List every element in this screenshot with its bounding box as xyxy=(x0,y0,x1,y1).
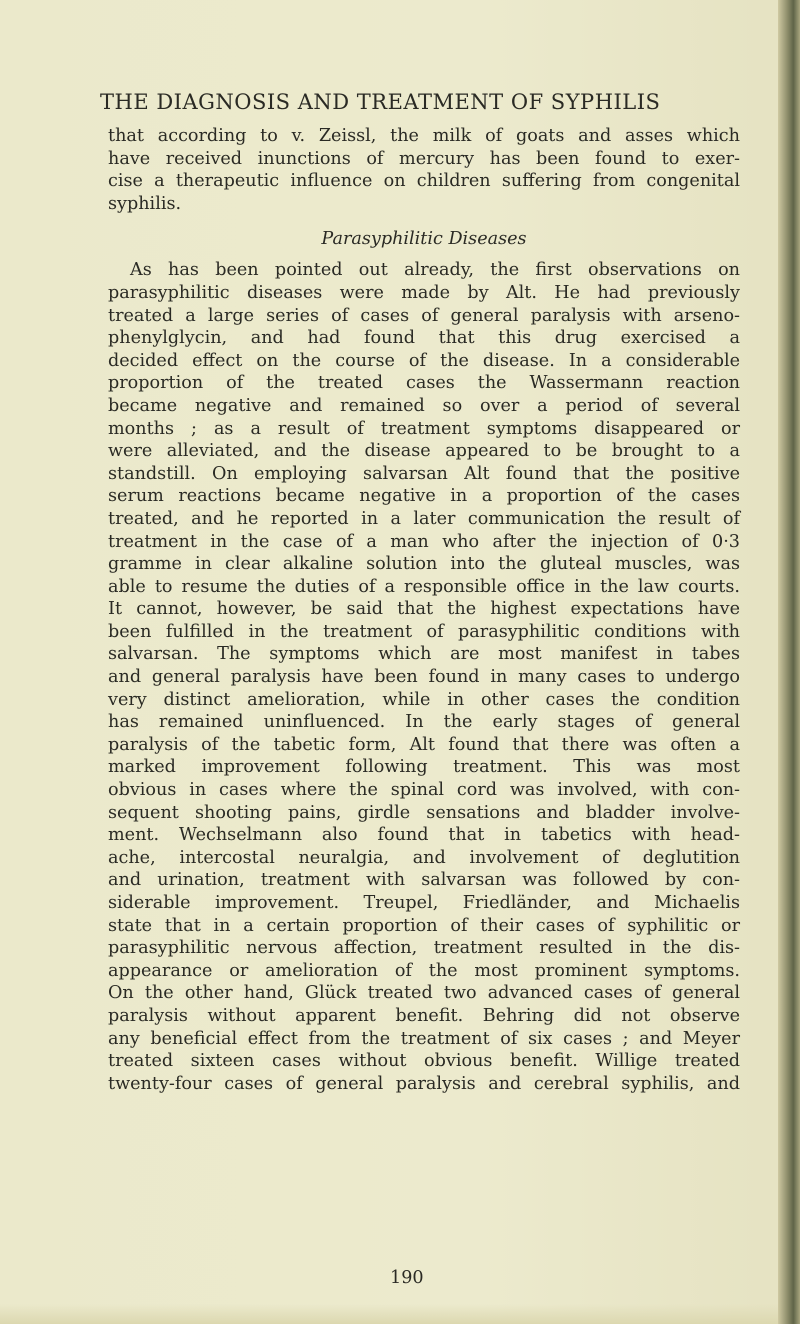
text-line: treated a large series of cases of general paralysis with arseno- xyxy=(108,305,740,326)
text-line: standstill. On employing salvarsan Alt found that the positive xyxy=(108,463,740,484)
text-line: been fulfilled in the treatment of parasyphilitic conditions with xyxy=(108,621,740,642)
text-line: It cannot, however, be said that the highest expectations have xyxy=(108,599,740,620)
page-number: 190 xyxy=(390,1268,424,1288)
text-line: and general paralysis have been found in many cases to undergo xyxy=(108,667,740,688)
text-line: obvious in cases where the spinal cord was involved, with con- xyxy=(108,780,740,801)
text-line: sequent shooting pains, girdle sensations and bladder involve- xyxy=(108,802,740,823)
text-line: On the other hand, Glück treated two advanced cases of general xyxy=(108,983,740,1004)
text-line: decided effect on the course of the disease. In a considerable xyxy=(108,350,740,371)
text-line: months ; as a result of treatment symptoms disappeared or xyxy=(108,418,740,439)
text-line: state that in a certain proportion of their cases of syphilitic or xyxy=(108,915,740,936)
page-body xyxy=(108,125,740,1095)
text-line: became negative and remained so over a period of several xyxy=(108,395,740,416)
paragraph-2 xyxy=(108,259,740,1095)
text-line: serum reactions became negative in a proportion of the cases xyxy=(108,486,740,507)
text-line: parasyphilitic nervous affection, treatment resulted in the dis- xyxy=(108,938,740,959)
page-bottom-shadow xyxy=(0,1304,778,1324)
text-line: siderable improvement. Treupel, Friedländer, and Michaelis xyxy=(108,893,740,913)
text-line: salvarsan. The symptoms which are most manifest in tabes xyxy=(108,644,740,665)
text-line: paralysis of the tabetic form, Alt found that there was often a xyxy=(108,734,740,755)
running-head: THE DIAGNOSIS AND TREATMENT OF SYPHILIS xyxy=(100,90,661,114)
page-edge-shadow xyxy=(778,0,800,1324)
text-line: gramme in clear alkaline solution into the gluteal muscles, was xyxy=(108,554,740,575)
text-line: able to resume the duties of a responsible office in the law courts. xyxy=(108,576,740,597)
text-line: any beneficial effect from the treatment of six cases ; and Meyer xyxy=(108,1028,740,1049)
text-line: treated sixteen cases without obvious benefit. Willige treated xyxy=(108,1051,740,1072)
text-line: cise a therapeutic influence on children suffering from congenital xyxy=(108,171,740,192)
text-line: syphilis. xyxy=(108,193,182,214)
text-line: proportion of the treated cases the Wassermann reaction xyxy=(108,373,740,394)
text-line: treated, and he reported in a later communication the result of xyxy=(108,508,740,529)
text-line: and urination, treatment with salvarsan was followed by con- xyxy=(108,870,740,891)
text-line: has remained uninfluenced. In the early stages of general xyxy=(108,712,740,733)
text-line: twenty-four cases of general paralysis and cerebral syphilis, and xyxy=(108,1073,740,1094)
text-line: parasyphilitic diseases were made by Alt. He had previously xyxy=(108,282,740,303)
text-line: As has been pointed out already, the first observations on xyxy=(130,260,740,281)
text-line: were alleviated, and the disease appeared to be brought to a xyxy=(108,441,740,462)
text-line: phenylglycin, and had found that this drug exercised a xyxy=(108,328,740,349)
text-line: very distinct amelioration, while in other cases the condition xyxy=(108,689,740,710)
text-line: treatment in the case of a man who after the injection of 0·3 xyxy=(108,531,740,552)
paragraph-1 xyxy=(108,125,740,215)
text-line: ache, intercostal neuralgia, and involvement of deglutition xyxy=(108,847,740,868)
text-line: paralysis without apparent benefit. Behring did not observe xyxy=(108,1005,740,1026)
text-line: have received inunctions of mercury has been found to exer- xyxy=(108,148,740,169)
text-line: that according to v. Zeissl, the milk of goats and asses which xyxy=(108,126,740,146)
section-heading: Parasyphilitic Diseases xyxy=(321,229,527,250)
text-line: ment. Wechselmann also found that in tabetics with head- xyxy=(108,825,740,846)
text-line: appearance or amelioration of the most prominent symptoms. xyxy=(108,960,740,981)
text-line: marked improvement following treatment. This was most xyxy=(108,757,740,778)
